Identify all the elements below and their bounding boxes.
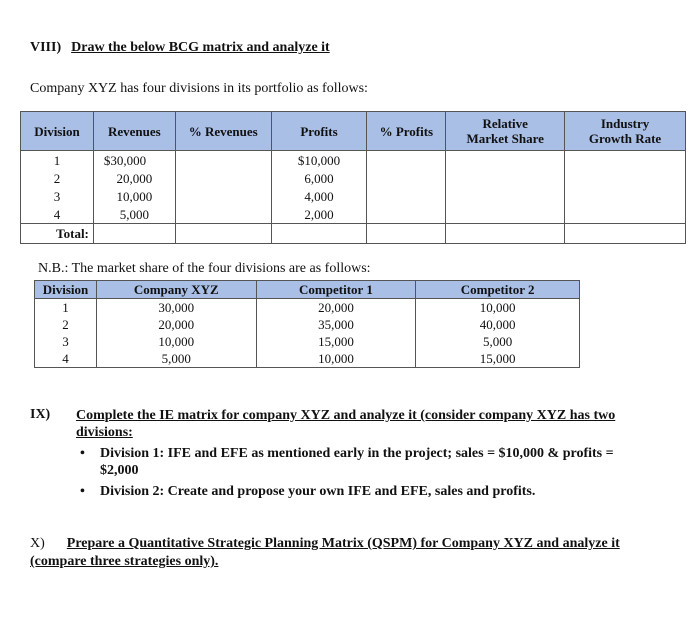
cell-industry-growth-rate [565,151,686,170]
section-10-heading: Prepare a Quantitative Strategic Planning Matrix (QSPM) for Company XYZ and analyze it (compare three strategies only). [30,536,620,569]
cell-pct-profits [367,169,446,187]
cell-company-xyz: 30,000 [96,299,256,317]
cell-profits: 4,000 [271,187,367,205]
table-row [21,205,686,224]
column-header-division: Division [35,281,97,299]
cell-industry-growth-rate [565,187,686,205]
table-row [35,299,580,317]
section-8-number: VIII) [30,40,62,55]
section-8-heading: Draw the below BCG matrix and analyze it [71,40,330,55]
table-row [21,169,686,187]
section-9-bullet-1 [80,445,640,479]
market-share-note: N.B.: The market share of the four divisions are as follows: [38,261,371,276]
cell-total-industry-growth-rate [565,224,686,244]
cell-division: 3 [21,187,94,205]
cell-pct-revenues [175,205,271,224]
cell-profits: 2,000 [271,205,367,224]
column-header-competitor-1: Competitor 1 [256,281,416,299]
column-header-division: Division [21,112,94,151]
column-header-revenues: Revenues [93,112,175,151]
table-row [35,333,580,350]
cell-competitor-1: 35,000 [256,316,416,333]
cell-competitor-2: 10,000 [416,299,580,317]
cell-pct-profits [367,151,446,170]
table-header-row [35,281,580,299]
cell-division: 4 [35,350,97,368]
table-row [21,151,686,170]
section-9-number: IX) [30,407,51,422]
column-header-profits: Profits [271,112,367,151]
section-9 [30,407,655,441]
cell-profits: $10,000 [271,151,367,170]
column-header-relative-market-share: Relative Market Share [446,112,565,151]
cell-pct-revenues [175,151,271,170]
cell-total-pct-profits [367,224,446,244]
cell-total-pct-revenues [175,224,271,244]
cell-competitor-2: 15,000 [416,350,580,368]
section-10 [30,535,640,571]
cell-revenues: 10,000 [93,187,175,205]
cell-revenues: 20,000 [93,169,175,187]
cell-total-revenues [93,224,175,244]
section-10-number: X) [30,536,45,551]
cell-pct-profits [367,205,446,224]
cell-pct-revenues [175,187,271,205]
cell-total-relative-market-share [446,224,565,244]
cell-division: 1 [35,299,97,317]
division-financials-table [20,111,686,244]
column-header-pct-profits: % Profits [367,112,446,151]
cell-relative-market-share [446,187,565,205]
cell-division: 1 [21,151,94,170]
cell-division: 3 [35,333,97,350]
table-row [35,350,580,368]
column-header-competitor-2: Competitor 2 [416,281,580,299]
cell-relative-market-share [446,205,565,224]
bullet-text: Division 1: IFE and EFE as mentioned early in the project; sales = $10,000 & profits = $2,000 [100,446,614,478]
cell-company-xyz: 5,000 [96,350,256,368]
cell-relative-market-share [446,151,565,170]
bullet-icon: • [80,446,85,461]
section-8-title [30,40,330,56]
cell-division: 2 [21,169,94,187]
cell-relative-market-share [446,169,565,187]
cell-revenues: 5,000 [93,205,175,224]
cell-competitor-2: 5,000 [416,333,580,350]
cell-competitor-2: 40,000 [416,316,580,333]
section-9-bullet-2 [80,483,640,500]
cell-industry-growth-rate [565,205,686,224]
bullet-text: Division 2: Create and propose your own IFE and EFE, sales and profits. [100,484,536,499]
cell-company-xyz: 20,000 [96,316,256,333]
cell-competitor-1: 10,000 [256,350,416,368]
total-label: Total: [21,224,94,244]
table-header-row [21,112,686,151]
bullet-icon: • [80,484,85,499]
cell-competitor-1: 15,000 [256,333,416,350]
cell-profits: 6,000 [271,169,367,187]
cell-industry-growth-rate [565,169,686,187]
cell-division: 4 [21,205,94,224]
cell-pct-profits [367,187,446,205]
market-share-table [34,280,580,368]
cell-pct-revenues [175,169,271,187]
cell-division: 2 [35,316,97,333]
cell-revenues: $30,000 [93,151,175,170]
cell-total-profits [271,224,367,244]
column-header-pct-revenues: % Revenues [175,112,271,151]
table-row [35,316,580,333]
column-header-industry-growth-rate: Industry Growth Rate [565,112,686,151]
section-9-heading: Complete the IE matrix for company XYZ and analyze it (consider company XYZ has two divisions: [76,408,616,440]
cell-company-xyz: 10,000 [96,333,256,350]
section-8-intro: Company XYZ has four divisions in its portfolio as follows: [30,81,368,96]
column-header-company-xyz: Company XYZ [96,281,256,299]
cell-competitor-1: 20,000 [256,299,416,317]
table-row [21,187,686,205]
table-total-row [21,224,686,244]
